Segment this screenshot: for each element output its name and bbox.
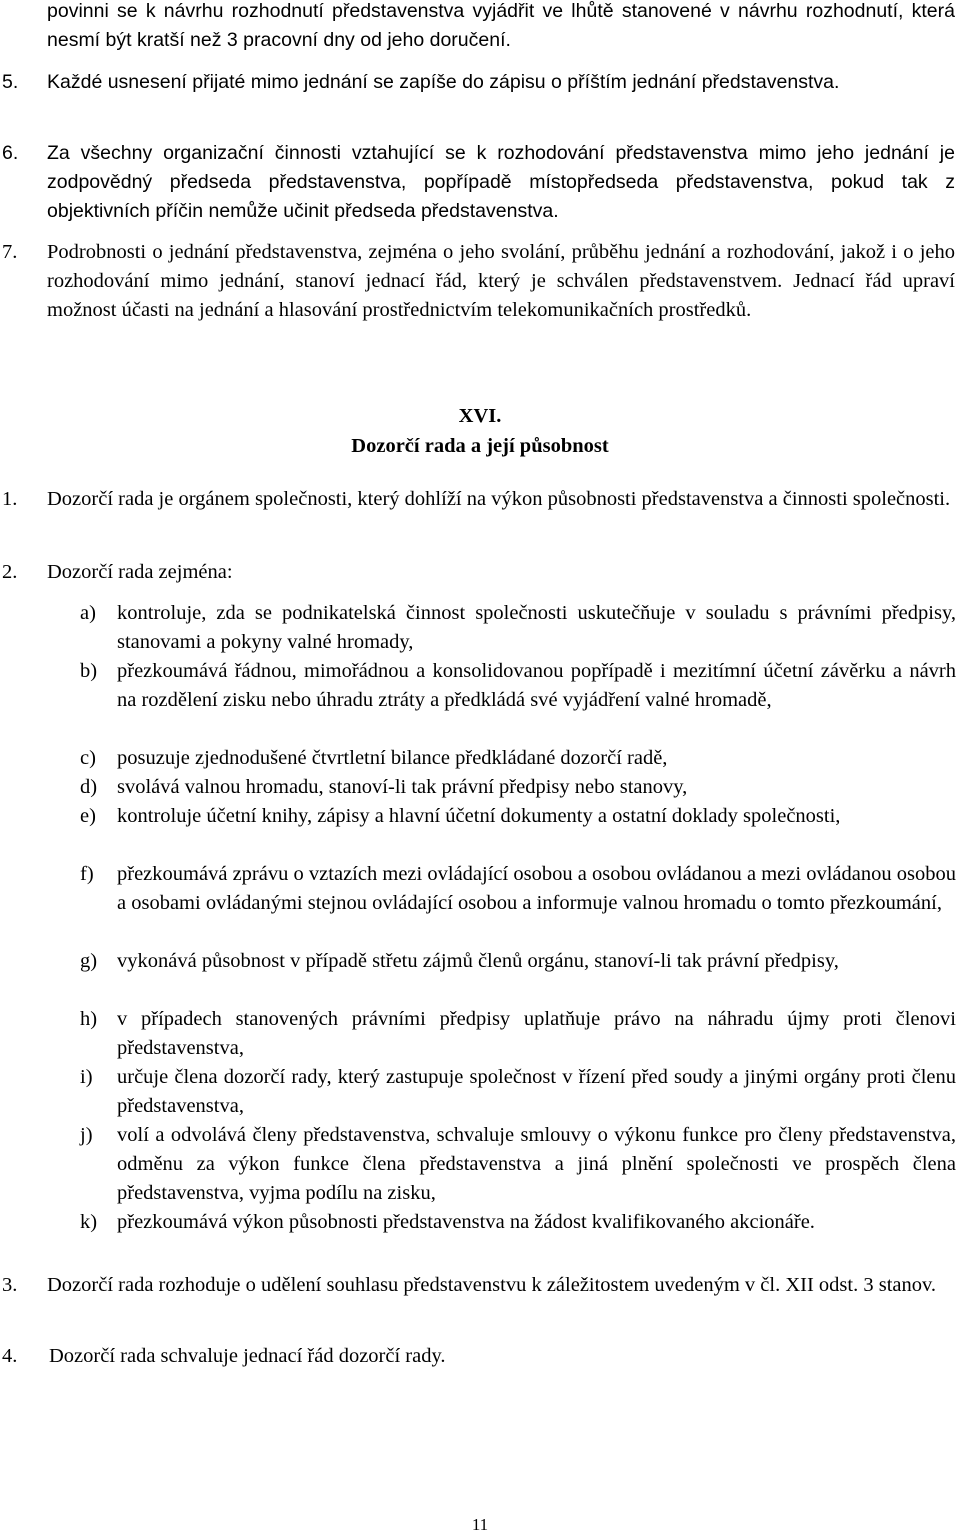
item-paragraph: Za všechny organizační činnosti vztahující se k rozhodování představenstva mimo jeho jednání je zodpovědný předseda představenstva, popřípadě místopředseda představenstva, pokud tak z objektivních příčin nemůže učinit předseda představenstva. [47,142,955,222]
item-number: 7. [2,241,18,263]
subitem-label: e) [80,805,96,827]
subitem-text: určuje člena dozorčí rady, který zastupuje společnost v řízení před soudy a jinými orgány proti členu představenstva, [117,1066,956,1117]
subitem-label: g) [80,950,98,972]
item-paragraph: Podrobnosti o jednání představenstva, zejména o jeho svolání, průběhu jednání a rozhodování, jakož i o jeho rozhodování mimo jednání, stanoví jednací řád, který je schválen představenstvem. Jednací řád upraví možnost účasti na jednání a hlasování prostřednictvím telekomunikačních prostředků. [47,241,955,321]
item-number: 4. [2,1345,18,1367]
item-number: 2. [2,561,18,583]
subitem-label: c) [80,747,96,769]
subitem-label: d) [80,776,98,798]
section-number: XVI. [458,405,502,427]
item-paragraph: Dozorčí rada zejména: [47,561,233,583]
subitem-label: i) [80,1066,93,1088]
subitem-text: svolává valnou hromadu, stanoví-li tak právní předpisy nebo stanovy, [117,776,688,798]
item-number: 3. [2,1274,18,1296]
subitem-text: přezkoumává zprávu o vztazích mezi ovládající osobou a osobou ovládanou a mezi ovládanou osobou a osobami ovládanými stejnou ovládající osobou a informuje valnou hromadu o tomto přezkoumání, [117,863,956,914]
subitem-label: f) [80,863,94,885]
subitem-text: přezkoumává výkon působnosti představenstva na žádost kvalifikovaného akcionáře. [117,1211,815,1233]
subitem-label: b) [80,660,98,682]
subitem-text: kontroluje účetní knihy, zápisy a hlavní účetní dokumenty a ostatní doklady společnosti, [117,805,841,827]
item-paragraph: Každé usnesení přijaté mimo jednání se zapíše do zápisu o příštím jednání představenstva. [47,71,840,93]
item-number: 6. [2,142,19,164]
item-paragraph: Dozorčí rada schvaluje jednací řád dozorčí rady. [49,1345,446,1367]
subitem-text: vykonává působnost v případě střetu zájmů členů orgánu, stanoví-li tak právní předpisy, [117,950,839,972]
subitem-text: posuzuje zjednodušené čtvrtletní bilance předkládané dozorčí radě, [117,747,668,769]
subitem-label: j) [80,1124,93,1146]
intro-paragraph: povinni se k návrhu rozhodnutí představenstva vyjádřit ve lhůtě stanovené v návrhu rozhodnutí, která nesmí být kratší než 3 pracovní dny od jeho doručení. [47,0,955,51]
item-number: 5. [2,71,19,93]
subitem-label: h) [80,1008,98,1030]
subitem-label: a) [80,602,96,624]
subitem-text: přezkoumává řádnou, mimořádnou a konsolidovanou popřípadě i mezitímní účetní závěrku a návrh na rozdělení zisku nebo úhradu ztráty a předkládá své vyjádření valné hromadě, [117,660,956,711]
item-number: 1. [2,488,18,510]
subitem-label: k) [80,1211,98,1233]
item-paragraph: Dozorčí rada rozhoduje o udělení souhlasu představenstvu k záležitostem uvedeným v čl. XII odst. 3 stanov. [47,1274,937,1296]
subitem-text: volí a odvolává členy představenstva, schvaluje smlouvy o výkonu funkce pro členy představenstva, odměnu za výkon funkce člena představenstva a jiná plnění společnosti ve prospěch člena představenstva, vyjma podílu na zisku, [117,1124,956,1204]
subitem-text: v případech stanovených právními předpisy uplatňuje právo na náhradu újmy proti členovi představenstva, [117,1008,956,1059]
page-number: 11 [471,1515,489,1534]
subitem-text: kontroluje, zda se podnikatelská činnost společnosti uskutečňuje v souladu s právními předpisy, stanovami a pokyny valné hromady, [117,602,956,653]
item-paragraph: Dozorčí rada je orgánem společnosti, který dohlíží na výkon působnosti představenstva a činnosti společnosti. [47,488,951,510]
section-title: Dozorčí rada a její působnost [351,435,609,457]
